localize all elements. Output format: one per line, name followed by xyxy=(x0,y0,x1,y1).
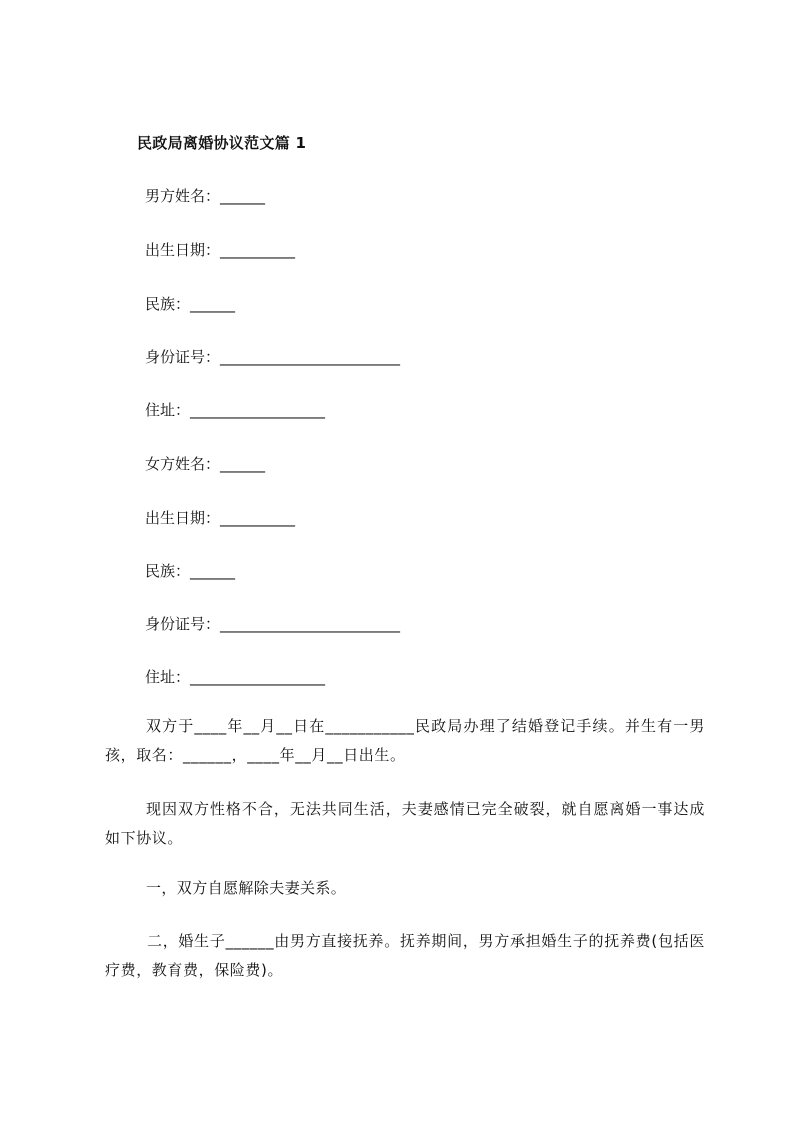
clause-one: 一，双方自愿解除夫妻关系。 xyxy=(146,879,347,897)
male-id-number-field: 身份证号：________________________ xyxy=(145,348,401,366)
clause-two: 二，婚生子______由男方直接抚养。抚养期间，男方承担婚生子的抚养费(包括医疗费，教育费，保险费)。 xyxy=(105,932,705,979)
male-address-field: 住址：__________________ xyxy=(145,401,326,419)
female-birthdate-field: 出生日期：__________ xyxy=(145,509,296,527)
divorce-reason-paragraph: 现因双方性格不合，无法共同生活，夫妻感情已完全破裂，就自愿离婚一事达成如下协议。 xyxy=(105,800,705,847)
document-title: 民政局离婚协议范文篇 1 xyxy=(137,134,307,152)
male-name-field: 男方姓名：______ xyxy=(145,187,266,205)
female-id-number-field: 身份证号：________________________ xyxy=(145,615,401,633)
male-ethnicity-field: 民族：______ xyxy=(145,295,236,313)
male-birthdate-field: 出生日期：__________ xyxy=(145,241,296,259)
female-name-field: 女方姓名：______ xyxy=(145,455,266,473)
marriage-registration-paragraph: 双方于____年__月__日在___________民政局办理了结婚登记手续。并生有一男孩，取名：______，____年__月__日出生。 xyxy=(105,717,705,764)
female-address-field: 住址：__________________ xyxy=(145,668,326,686)
female-ethnicity-field: 民族：______ xyxy=(145,562,236,580)
